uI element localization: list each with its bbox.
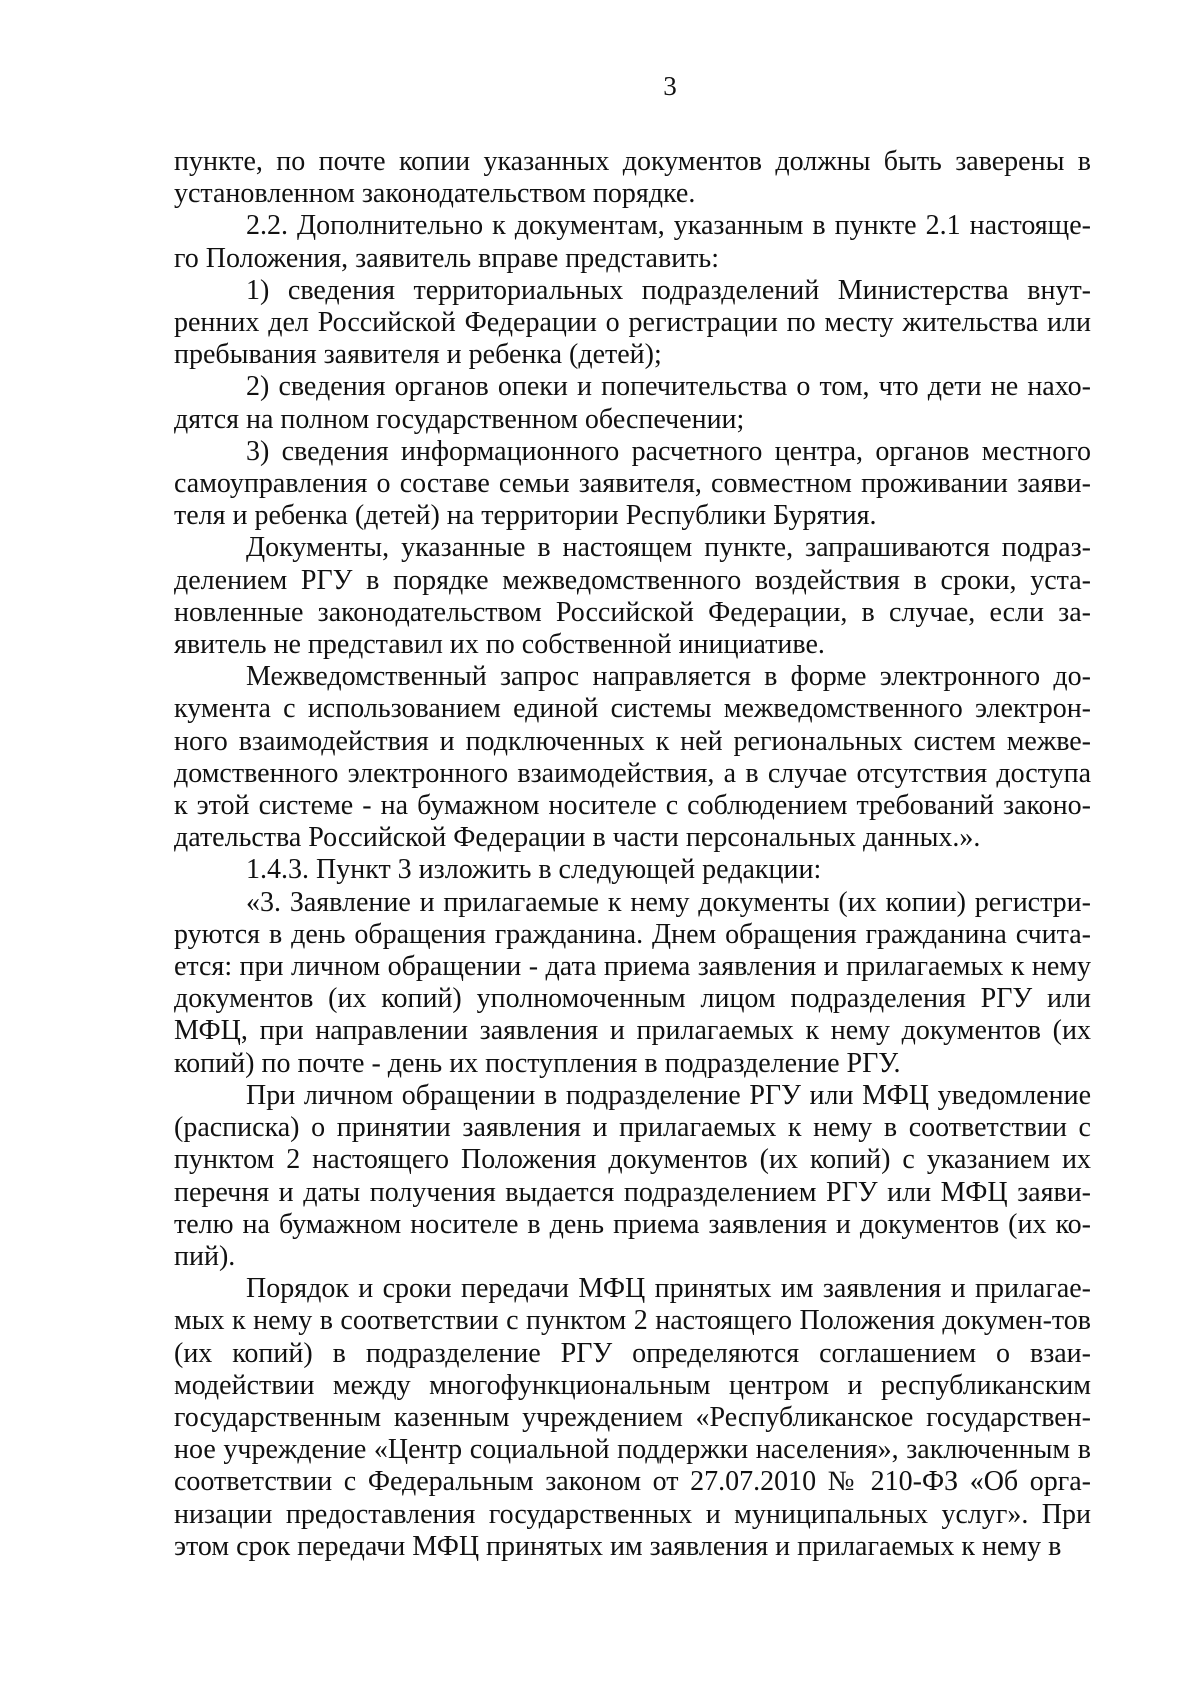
- paragraph-transfer-procedure: Порядок и сроки передачи МФЦ принятых им заявления и прилагае-мых к нему в соответствии с пунктом 2 настоящего Положения докумен-тов (их копий) в подразделение РГУ определяются соглашением о взаи-модействии между многофункциональным центром и республиканским государственным казенным учреждением «Республиканское государствен-ное учреждение «Центр социальной поддержки населения», заключенным в соответствии с Федеральным законом от 27.07.2010 № 210-ФЗ «Об орга-низации предоставления государственных и муниципальных услуг». При этом срок передачи МФЦ принятых им заявления и прилагаемых к нему в: [174, 1273, 1091, 1562]
- paragraph-clause-3: «3. Заявление и прилагаемые к нему документы (их копии) регистри-руются в день обращения гражданина. Днем обращения гражданина счита-ется: при личном обращении - дата приема заявления и прилагаемых к нему документов (их копий) уполномоченным лицом подразделения РГУ или МФЦ, при направлении заявления и прилагаемых к нему документов (их копий) по почте - день их поступления в подразделение РГУ.: [174, 886, 1091, 1079]
- paragraph-2-2: 2.2. Дополнительно к документам, указанным в пункте 2.1 настояще-го Положения, заявитель вправе представить:: [174, 210, 1091, 274]
- paragraph-interagency-request: Межведомственный запрос направляется в форме электронного до-кумента с использованием единой системы межведомственного электрон-ного взаимодействия и подключенных к ней региональных систем межве-домственного электронного взаимодействия, а в случае отсутствия доступа к этой системе - на бумажном носителе с соблюдением требований законо-дательства Российской Федерации в части персональных данных.».: [174, 661, 1091, 854]
- page-number: 3: [663, 71, 677, 101]
- paragraph-1-4-3: 1.4.3. Пункт 3 изложить в следующей редакции:: [246, 854, 822, 886]
- document-body: [174, 146, 1091, 1563]
- paragraph-documents-requested: Документы, указанные в настоящем пункте, запрашиваются подраз-делением РГУ в порядке межведомственного воздействия в сроки, уста-новленные законодательством Российской Федерации, в случае, если за-явитель не представил их по собственной инициативе.: [174, 532, 1091, 661]
- paragraph-continuation: пункте, по почте копии указанных документов должны быть заверены в установленном законодательством порядке.: [174, 146, 1091, 210]
- paragraph-item-1: 1) сведения территориальных подразделений Министерства внут-ренних дел Российской Федерации о регистрации по месту жительства или пребывания заявителя и ребенка (детей);: [174, 274, 1091, 371]
- paragraph-item-3: 3) сведения информационного расчетного центра, органов местного самоуправления о составе семьи заявителя, совместном проживании заяви-теля и ребенка (детей) на территории Республики Бурятия.: [174, 435, 1091, 532]
- paragraph-item-2: 2) сведения органов опеки и попечительства о том, что дети не нахо-дятся на полном государственном обеспечении;: [174, 371, 1091, 435]
- paragraph-personal-visit: При личном обращении в подразделение РГУ или МФЦ уведомление (расписка) о принятии заявления и прилагаемых к нему в соответствии с пунктом 2 настоящего Положения документов (их копий) с указанием их перечня и даты получения выдается подразделением РГУ или МФЦ заяви-телю на бумажном носителе в день приема заявления и документов (их ко-пий).: [174, 1079, 1091, 1272]
